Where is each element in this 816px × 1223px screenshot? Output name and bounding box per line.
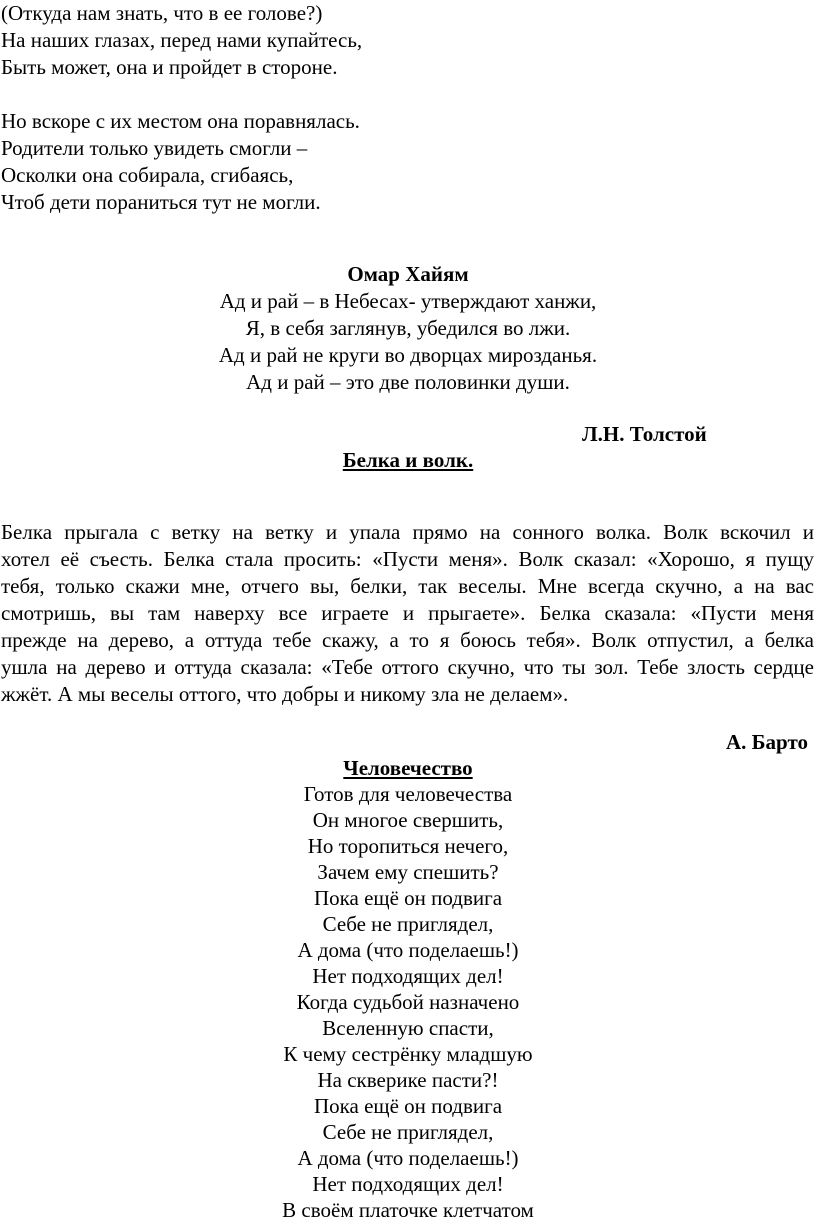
barto-title: Человечество [343,756,473,780]
barto-line: Нет подходящих дел! [312,1172,504,1196]
tolstoy-text-line: ушла на дерево и оттуда сказала: «Тебе оттого скучно, что ты зол. Тебе злость сердце [1,655,814,679]
tolstoy-text-line: жжёт. А мы веселы оттого, что добры и никому зла не делаем». [1,682,569,706]
barto-author: А. Барто [726,730,808,754]
khayyam-line: Я, в себя заглянув, убедился во лжи. [245,316,571,340]
barto-line: Пока ещё он подвига [313,1094,503,1118]
poem-1-line: Родители только увидеть смогли – [1,136,308,160]
barto-line: Но торопиться нечего, [307,834,509,858]
tolstoy-text-line: прежде на дерево, а оттуда тебе скажу, а то я боюсь тебя». Волк отпустил, а белка [1,628,814,652]
barto-line: Он многое свершить, [312,808,504,832]
tolstoy-text-line: хотел её съесть. Белка стала просить: «Пусти меня». Волк сказал: «Хорошо, я пущу [1,547,814,571]
barto-line: Когда судьбой назначено [296,990,520,1014]
tolstoy-text-line: Белка прыгала с ветку на ветку и упала прямо на сонного волка. Волк вскочил и [1,520,814,544]
poem-1-line: На наших глазах, перед нами купайтесь, [1,28,363,52]
khayyam-line: Ад и рай – это две половинки души. [246,370,570,394]
tolstoy-text-line: тебя, только скажи мне, отчего вы, белки, так веселы. Мне всегда скучно, а на вас [1,574,814,598]
poem-1-line: (Откуда нам знать, что в ее голове?) [1,1,323,25]
barto-line: Зачем ему спешить? [317,860,499,884]
tolstoy-title: Белка и волк. [342,448,474,472]
barto-line: А дома (что поделаешь!) [297,938,519,962]
barto-line: А дома (что поделаешь!) [297,1146,519,1170]
khayyam-author: Омар Хайям [347,262,469,286]
poem-1-line: Быть может, она и пройдет в стороне. [1,55,338,79]
tolstoy-text-line: смотришь, вы там наверху все играете и прыгаете». Белка сказала: «Пусти меня [1,601,814,625]
barto-line: В своём платочке клетчатом [282,1198,534,1222]
barto-line: На скверике пасти?! [317,1068,499,1092]
poem-1-line: Осколки она собирала, сгибаясь, [1,163,294,187]
barto-line: Себе не приглядел, [322,1120,494,1144]
barto-line: Себе не приглядел, [322,912,494,936]
barto-line: Пока ещё он подвига [313,886,503,910]
barto-line: Вселенную спасти, [322,1016,494,1040]
barto-line: К чему сестрёнку младшую [283,1042,533,1066]
poem-1-line: Чтоб дети пораниться тут не могли. [1,190,321,214]
khayyam-line: Ад и рай не круги во дворцах мирозданья. [218,343,598,367]
barto-line: Нет подходящих дел! [312,964,504,988]
poem-1-line: Но вскоре с их местом она поравнялась. [1,109,360,133]
tolstoy-author: Л.Н. Толстой [582,422,707,446]
barto-line: Готов для человечества [303,782,513,806]
khayyam-line: Ад и рай – в Небесах- утверждают ханжи, [219,289,597,313]
